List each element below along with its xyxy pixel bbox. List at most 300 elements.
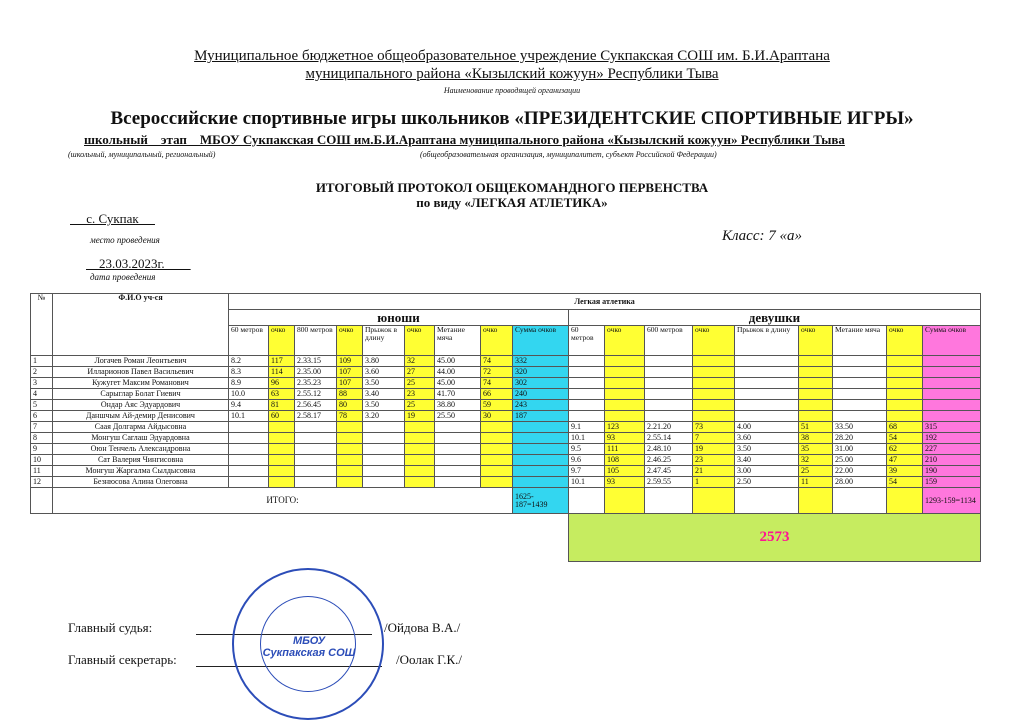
girls-cell: 159 [923, 477, 981, 488]
boys-cell [435, 422, 481, 433]
girls-cell: 7 [693, 433, 735, 444]
athlete-name: Саая Долгарма Айдысовна [53, 422, 229, 433]
boys-cell: 96 [269, 378, 295, 389]
boys-cell [363, 422, 405, 433]
boys-cell [337, 444, 363, 455]
boys-cell: 74 [481, 356, 513, 367]
boys-cell: 302 [513, 378, 569, 389]
girls-cell: 2.59.55 [645, 477, 693, 488]
girls-total: 1293-159=1134 [923, 488, 981, 514]
girls-cell [735, 389, 799, 400]
athlete-name: Сат Валерия Чингисовна [53, 455, 229, 466]
boys-cell [405, 444, 435, 455]
boys-cell: 59 [481, 400, 513, 411]
girls-header: девушки [569, 310, 981, 326]
boys-cell: 2.33.15 [295, 356, 337, 367]
girls-total-spacer [833, 488, 887, 514]
boys-cell: 3.40 [363, 389, 405, 400]
venue: с. Сукпак [70, 211, 155, 226]
girls-cell [569, 356, 605, 367]
boys-cell: 332 [513, 356, 569, 367]
girls-cell: 10.1 [569, 477, 605, 488]
row-number: 6 [31, 411, 53, 422]
table-row [31, 422, 981, 433]
girls-cell: 2.47.45 [645, 466, 693, 477]
girls-cell: 227 [923, 444, 981, 455]
table-row [31, 400, 981, 411]
girls-cell [833, 411, 887, 422]
girls-cell: 210 [923, 455, 981, 466]
boys-col-header: очко [337, 326, 363, 356]
girls-cell [645, 400, 693, 411]
boys-cell: 2.35.00 [295, 367, 337, 378]
boys-cell [295, 466, 337, 477]
boys-cell [229, 444, 269, 455]
boys-cell [229, 422, 269, 433]
boys-col-header: Метание мяча [435, 326, 481, 356]
boys-cell: 114 [269, 367, 295, 378]
girls-cell: 123 [605, 422, 645, 433]
girls-col-header: очко [799, 326, 833, 356]
boys-cell: 2.56.45 [295, 400, 337, 411]
girls-cell [735, 356, 799, 367]
girls-cell [923, 389, 981, 400]
boys-cell [513, 477, 569, 488]
girls-cell: 108 [605, 455, 645, 466]
boys-cell [435, 455, 481, 466]
boys-cell [481, 444, 513, 455]
table-row [31, 411, 981, 422]
boys-cell: 72 [481, 367, 513, 378]
boys-cell: 32 [405, 356, 435, 367]
boys-cell: 117 [269, 356, 295, 367]
boys-cell: 8.9 [229, 378, 269, 389]
girls-cell [833, 356, 887, 367]
girls-cell: 3.40 [735, 455, 799, 466]
boys-cell [363, 444, 405, 455]
girls-cell [693, 378, 735, 389]
table-row [31, 444, 981, 455]
sport-header: Легкая атлетика [229, 294, 981, 310]
girls-cell [569, 367, 605, 378]
boys-cell: 3.60 [363, 367, 405, 378]
girls-cell: 38 [799, 433, 833, 444]
boys-cell [481, 466, 513, 477]
row-number: 5 [31, 400, 53, 411]
girls-cell: 192 [923, 433, 981, 444]
athlete-name: Безнюсова Алина Олеговна [53, 477, 229, 488]
boys-cell [229, 466, 269, 477]
girls-cell: 190 [923, 466, 981, 477]
boys-cell [481, 455, 513, 466]
girls-cell: 32 [799, 455, 833, 466]
girls-cell [693, 400, 735, 411]
girls-cell [923, 356, 981, 367]
boys-cell [363, 477, 405, 488]
girls-cell: 93 [605, 433, 645, 444]
girls-cell: 68 [887, 422, 923, 433]
girls-cell [833, 400, 887, 411]
row-number: 4 [31, 389, 53, 400]
girls-cell [923, 378, 981, 389]
girls-cell [923, 367, 981, 378]
girls-total-spacer [693, 488, 735, 514]
table-row [31, 356, 981, 367]
girls-cell: 9.5 [569, 444, 605, 455]
boys-header: юноши [229, 310, 569, 326]
boys-cell [295, 455, 337, 466]
girls-cell [645, 367, 693, 378]
boys-cell: 3.50 [363, 400, 405, 411]
judge-label: Главный судья: [68, 620, 153, 635]
boys-cell: 19 [405, 411, 435, 422]
boys-cell: 240 [513, 389, 569, 400]
boys-cell: 187 [513, 411, 569, 422]
girls-cell: 31.00 [833, 444, 887, 455]
boys-cell: 27 [405, 367, 435, 378]
boys-cell: 2.55.12 [295, 389, 337, 400]
boys-cell [295, 422, 337, 433]
boys-cell: 23 [405, 389, 435, 400]
girls-cell [887, 356, 923, 367]
girls-cell [569, 378, 605, 389]
boys-cell [269, 444, 295, 455]
girls-cell: 2.55.14 [645, 433, 693, 444]
boys-cell: 80 [337, 400, 363, 411]
girls-cell [887, 400, 923, 411]
boys-cell: 8.2 [229, 356, 269, 367]
girls-total-spacer [605, 488, 645, 514]
girls-cell [645, 411, 693, 422]
boys-cell [435, 477, 481, 488]
girls-cell: 105 [605, 466, 645, 477]
athlete-name: Илларионов Павел Васильевич [53, 367, 229, 378]
girls-cell: 9.6 [569, 455, 605, 466]
school-stamp [232, 568, 384, 720]
row-number: 9 [31, 444, 53, 455]
girls-col-header: Метание мяча [833, 326, 887, 356]
girls-cell: 54 [887, 433, 923, 444]
girls-cell: 73 [693, 422, 735, 433]
girls-cell [799, 356, 833, 367]
boys-col-header: 60 метров [229, 326, 269, 356]
girls-cell [645, 378, 693, 389]
boys-cell: 63 [269, 389, 295, 400]
class-label: Класс: 7 «а» [722, 228, 802, 244]
boys-cell: 45.00 [435, 356, 481, 367]
org-name-line1: Муниципальное бюджетное общеобразовательное учреждение Сукпакская СОШ им. Б.И.Араптана [194, 48, 830, 64]
boys-cell: 78 [337, 411, 363, 422]
boys-cell [269, 455, 295, 466]
girls-cell [569, 389, 605, 400]
boys-cell [295, 477, 337, 488]
girls-total-spacer [569, 488, 605, 514]
boys-cell: 10.0 [229, 389, 269, 400]
totals-label: ИТОГО: [53, 488, 513, 514]
girls-col-header: очко [605, 326, 645, 356]
athlete-name: Логачев Роман Леонтьевич [53, 356, 229, 367]
boys-cell: 25 [405, 400, 435, 411]
stage-caption-left: (школьный, муниципальный, региональный) [68, 150, 216, 159]
girls-cell [887, 378, 923, 389]
row-number: 11 [31, 466, 53, 477]
girls-cell [569, 400, 605, 411]
athlete-name: Сарыглар Болат Гиевич [53, 389, 229, 400]
athlete-name: Ондар Аяс Эдуардович [53, 400, 229, 411]
boys-col-header: очко [269, 326, 295, 356]
table-row [31, 389, 981, 400]
table-row [31, 455, 981, 466]
date-caption: дата проведения [90, 272, 156, 282]
girls-cell: 2.48.10 [645, 444, 693, 455]
girls-cell [887, 389, 923, 400]
girls-cell: 25.00 [833, 455, 887, 466]
boys-cell: 88 [337, 389, 363, 400]
boys-cell [405, 466, 435, 477]
girls-cell: 1 [693, 477, 735, 488]
table-row [31, 477, 981, 488]
boys-cell: 30 [481, 411, 513, 422]
stamp-text: МБОУ Сукпакская СОШ [262, 635, 356, 660]
boys-cell: 2.58.17 [295, 411, 337, 422]
boys-cell: 243 [513, 400, 569, 411]
boys-cell [295, 444, 337, 455]
girls-cell [645, 356, 693, 367]
row-number: 12 [31, 477, 53, 488]
girls-cell: 3.50 [735, 444, 799, 455]
girls-cell [693, 389, 735, 400]
protocol-subtitle: по виду «ЛЕГКАЯ АТЛЕТИКА» [416, 195, 608, 210]
boys-cell [481, 433, 513, 444]
boys-cell: 107 [337, 378, 363, 389]
judge-name: /Ойдова В.А./ [384, 620, 461, 635]
boys-cell [481, 477, 513, 488]
athlete-name: Оюн Тенчель Александровна [53, 444, 229, 455]
boys-cell: 107 [337, 367, 363, 378]
boys-cell [513, 422, 569, 433]
boys-col-header: Сумма очков [513, 326, 569, 356]
girls-cell [833, 378, 887, 389]
athlete-name: Монгуш Жаргалма Сылдысовна [53, 466, 229, 477]
boys-cell [513, 444, 569, 455]
girls-cell: 315 [923, 422, 981, 433]
grand-total-row [31, 514, 981, 562]
girls-cell [605, 400, 645, 411]
girls-cell [605, 356, 645, 367]
boys-cell [405, 455, 435, 466]
girls-cell [799, 367, 833, 378]
boys-cell: 74 [481, 378, 513, 389]
boys-cell [269, 477, 295, 488]
girls-cell [693, 356, 735, 367]
boys-cell: 3.80 [363, 356, 405, 367]
boys-cell: 45.00 [435, 378, 481, 389]
girls-cell [833, 389, 887, 400]
girls-cell: 47 [887, 455, 923, 466]
athlete-name: Монгуш Саглаш Эдуардовна [53, 433, 229, 444]
boys-cell: 3.20 [363, 411, 405, 422]
boys-cell [363, 466, 405, 477]
boys-cell: 38.80 [435, 400, 481, 411]
girls-cell [923, 400, 981, 411]
row-number: 2 [31, 367, 53, 378]
boys-cell: 2.35.23 [295, 378, 337, 389]
stage-caption-right: (общеобразовательная организация, муниципалитет, субъект Российской Федерации) [420, 150, 717, 159]
girls-cell: 4.00 [735, 422, 799, 433]
boys-cell [229, 433, 269, 444]
girls-total-spacer [887, 488, 923, 514]
girls-col-header: очко [887, 326, 923, 356]
girls-cell [693, 367, 735, 378]
boys-col-header: очко [405, 326, 435, 356]
girls-col-header: Прыжок в длину [735, 326, 799, 356]
boys-cell: 8.3 [229, 367, 269, 378]
girls-cell: 2.50 [735, 477, 799, 488]
boys-total: 1625-187=1439 [513, 488, 569, 514]
girls-cell: 25 [799, 466, 833, 477]
girls-cell: 93 [605, 477, 645, 488]
boys-cell: 60 [269, 411, 295, 422]
org-caption: Наименование проводящей организации [443, 86, 581, 95]
athlete-name: Кужугет Максим Романович [53, 378, 229, 389]
grand-total: 2573 [569, 514, 981, 562]
girls-cell: 10.1 [569, 433, 605, 444]
girls-cell [693, 411, 735, 422]
boys-cell: 66 [481, 389, 513, 400]
boys-cell [435, 444, 481, 455]
boys-cell [337, 455, 363, 466]
girls-cell: 19 [693, 444, 735, 455]
table-row [31, 367, 981, 378]
secretary-name: /Оолак Г.К./ [396, 652, 462, 667]
girls-col-header: Сумма очков [923, 326, 981, 356]
results-table [30, 293, 981, 562]
col-name-header: Ф.И.О уч-ся [53, 294, 229, 356]
boys-col-header: Прыжок в длину [363, 326, 405, 356]
stage-line: школьный этап МБОУ Сукпакская СОШ им.Б.И.Араптана муниципального района «Кызылский кожуун» Республики Тыва [84, 132, 845, 147]
girls-cell: 23 [693, 455, 735, 466]
games-title: Всероссийские спортивные игры школьников «ПРЕЗИДЕНТСКИЕ СПОРТИВНЫЕ ИГРЫ» [110, 108, 914, 129]
boys-cell [229, 455, 269, 466]
girls-cell [887, 411, 923, 422]
boys-cell [269, 466, 295, 477]
org-name-line2: муниципального района «Кызылский кожуун» Республики Тыва [305, 66, 719, 82]
venue-caption: место проведения [90, 235, 160, 245]
girls-cell: 9.1 [569, 422, 605, 433]
boys-cell [295, 433, 337, 444]
girls-cell [605, 378, 645, 389]
totals-row [31, 488, 981, 514]
boys-cell [269, 422, 295, 433]
secretary-label: Главный секретарь: [68, 652, 177, 667]
girls-cell [799, 389, 833, 400]
row-number: 10 [31, 455, 53, 466]
boys-cell [405, 422, 435, 433]
girls-cell [735, 367, 799, 378]
boys-cell [481, 422, 513, 433]
girls-cell [735, 400, 799, 411]
girls-cell: 22.00 [833, 466, 887, 477]
boys-cell [337, 422, 363, 433]
girls-cell [735, 411, 799, 422]
boys-cell: 41.70 [435, 389, 481, 400]
boys-cell: 9.4 [229, 400, 269, 411]
girls-cell [605, 389, 645, 400]
boys-cell [337, 433, 363, 444]
girls-cell [569, 411, 605, 422]
athlete-name: Даншчым Ай-демир Денисович [53, 411, 229, 422]
girls-col-header: 60 метров [569, 326, 605, 356]
boys-cell [435, 433, 481, 444]
girls-cell [833, 367, 887, 378]
col-number-header: № [31, 294, 53, 356]
girls-col-header: очко [693, 326, 735, 356]
table-row [31, 466, 981, 477]
row-number: 7 [31, 422, 53, 433]
girls-cell: 51 [799, 422, 833, 433]
girls-cell: 28.20 [833, 433, 887, 444]
boys-col-header: 800 метров [295, 326, 337, 356]
boys-cell [513, 466, 569, 477]
grand-total-spacer [31, 514, 569, 562]
row-number: 3 [31, 378, 53, 389]
girls-cell: 11 [799, 477, 833, 488]
girls-cell [605, 367, 645, 378]
boys-cell [269, 433, 295, 444]
girls-cell: 111 [605, 444, 645, 455]
girls-cell: 39 [887, 466, 923, 477]
boys-cell: 109 [337, 356, 363, 367]
girls-cell [799, 400, 833, 411]
girls-cell: 62 [887, 444, 923, 455]
table-row [31, 378, 981, 389]
boys-cell: 10.1 [229, 411, 269, 422]
girls-total-spacer [645, 488, 693, 514]
girls-col-header: 600 метров [645, 326, 693, 356]
girls-cell [799, 411, 833, 422]
girls-total-spacer [735, 488, 799, 514]
totals-spacer [31, 488, 53, 514]
girls-cell [923, 411, 981, 422]
girls-cell [799, 378, 833, 389]
boys-cell [229, 477, 269, 488]
boys-cell [337, 466, 363, 477]
girls-cell [735, 378, 799, 389]
boys-cell [363, 433, 405, 444]
event-date: 23.03.2023г. [86, 256, 191, 271]
boys-cell [435, 466, 481, 477]
boys-cell: 25.50 [435, 411, 481, 422]
row-number: 8 [31, 433, 53, 444]
girls-cell: 35 [799, 444, 833, 455]
boys-cell [405, 433, 435, 444]
girls-cell: 2.21.20 [645, 422, 693, 433]
girls-cell: 28.00 [833, 477, 887, 488]
boys-cell [363, 455, 405, 466]
row-number: 1 [31, 356, 53, 367]
girls-total-spacer [799, 488, 833, 514]
boys-cell: 320 [513, 367, 569, 378]
girls-cell: 3.00 [735, 466, 799, 477]
girls-cell: 3.60 [735, 433, 799, 444]
boys-cell: 81 [269, 400, 295, 411]
girls-cell: 33.50 [833, 422, 887, 433]
girls-cell: 21 [693, 466, 735, 477]
boys-cell: 44.00 [435, 367, 481, 378]
protocol-title: ИТОГОВЫЙ ПРОТОКОЛ ОБЩЕКОМАНДНОГО ПЕРВЕНСТВА [315, 180, 709, 195]
girls-cell [887, 367, 923, 378]
girls-cell [645, 389, 693, 400]
